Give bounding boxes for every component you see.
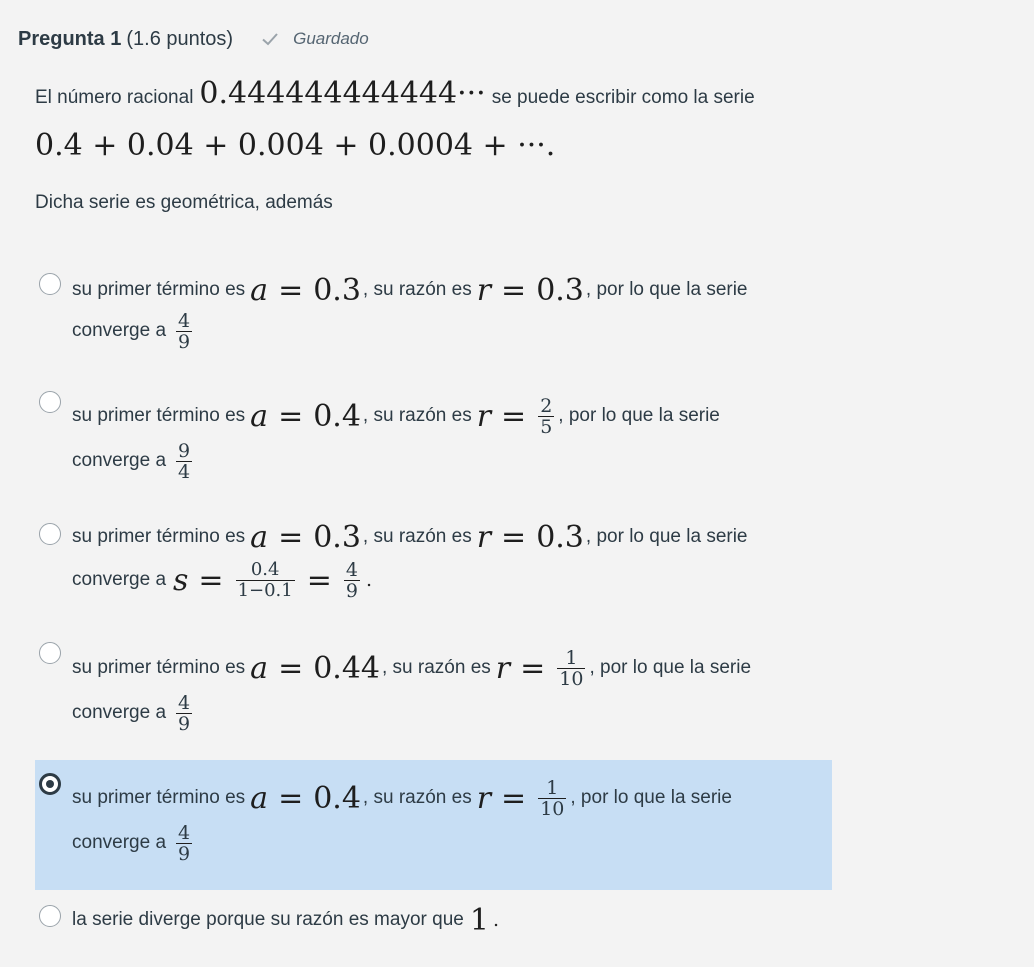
- math-fraction: $\frac{0.4}{1-0.1}$: [237, 558, 293, 601]
- option-text: su primer término es: [72, 657, 246, 678]
- math-fraction: $\frac{4}{9}$: [178, 691, 191, 735]
- option-text: su primer término es: [72, 405, 246, 426]
- option-text: la serie diverge porque su razón es mayor que: [72, 909, 464, 930]
- option-text: , su razón es: [362, 405, 472, 426]
- math-var: r: [476, 780, 492, 816]
- math-eq: =: [501, 272, 527, 308]
- math-var: a: [250, 650, 269, 686]
- stem-line-1: [35, 76, 755, 111]
- question-title: Pregunta 1: [18, 27, 122, 50]
- option-text: converge a: [72, 320, 167, 341]
- option-text: , su razón es: [362, 787, 472, 808]
- math-eq: =: [278, 780, 304, 816]
- answer-option-1[interactable]: [35, 262, 832, 362]
- math-value: 1: [469, 902, 489, 938]
- math-value: 0.4: [313, 398, 361, 434]
- stem-line-2: [35, 128, 555, 163]
- option-text: converge a: [72, 832, 167, 853]
- math-punct: .: [365, 569, 373, 591]
- math-var: a: [250, 272, 269, 308]
- option-text: , su razón es: [382, 657, 491, 678]
- math-eq: =: [501, 519, 527, 555]
- saved-status: [261, 29, 369, 49]
- math-eq: =: [501, 398, 527, 434]
- math-fraction: $\frac{1}{10}$: [559, 646, 584, 690]
- math-punct: .: [492, 909, 499, 931]
- stem-math-series: 0.4 + 0.04 + 0.004 + 0.0004 + ···.: [35, 128, 556, 163]
- answer-option-2[interactable]: [35, 388, 832, 488]
- math-eq: =: [520, 650, 546, 686]
- option-text: , por lo que la serie: [585, 279, 748, 300]
- math-eq: =: [278, 272, 304, 308]
- radio-button[interactable]: [39, 391, 61, 413]
- math-eq: =: [278, 519, 304, 555]
- math-value: 0.3: [536, 519, 584, 555]
- question-points: (1.6 puntos): [126, 27, 234, 50]
- math-fraction: $\frac{2}{5}$: [540, 394, 553, 438]
- math-eq: =: [501, 780, 527, 816]
- math-var: r: [476, 272, 492, 308]
- math-var: a: [250, 519, 269, 555]
- math-fraction: $\frac{1}{10}$: [540, 776, 565, 820]
- math-fraction: $\frac{4}{9}$: [178, 821, 191, 865]
- math-value: 0.44: [313, 650, 380, 686]
- option-text: su primer término es: [72, 279, 246, 300]
- option-text: , por lo que la serie: [585, 526, 748, 547]
- answer-option-3[interactable]: [35, 515, 832, 615]
- math-var: r: [476, 398, 492, 434]
- math-var: a: [250, 398, 269, 434]
- math-eq: =: [306, 562, 332, 598]
- option-text: converge a: [72, 569, 167, 590]
- option-text: , su razón es: [362, 279, 472, 300]
- option-text: , por lo que la serie: [589, 657, 752, 678]
- radio-button[interactable]: [39, 642, 61, 664]
- check-icon: [261, 30, 279, 48]
- stem-math-decimal: 0.444444444444···: [199, 76, 486, 111]
- math-eq: =: [278, 650, 304, 686]
- math-value: 0.3: [536, 272, 584, 308]
- option-text: su primer término es: [72, 787, 246, 808]
- radio-button[interactable]: [39, 523, 61, 545]
- math-eq: =: [278, 398, 304, 434]
- stem-text-b: se puede escribir como la serie: [491, 87, 755, 108]
- math-var: r: [476, 519, 492, 555]
- option-text: su primer término es: [72, 526, 246, 547]
- stem-line-3: [35, 192, 333, 214]
- radio-button[interactable]: [39, 273, 61, 295]
- math-fraction: $\frac{9}{4}$: [178, 439, 191, 483]
- stem-text-a: El número racional: [35, 87, 194, 108]
- question-header: [18, 24, 369, 54]
- option-text: converge a: [72, 450, 167, 471]
- math-var: r: [495, 650, 511, 686]
- math-fraction: $\frac{4}{9}$: [178, 309, 191, 353]
- math-var: a: [250, 780, 269, 816]
- option-text: , su razón es: [362, 526, 472, 547]
- radio-button[interactable]: [39, 905, 61, 927]
- math-fraction: $\frac{4}{9}$: [345, 558, 358, 602]
- math-value: 0.3: [313, 272, 361, 308]
- math-value: 0.3: [313, 519, 361, 555]
- option-text: , por lo que la serie: [558, 405, 720, 426]
- stem-text-c: Dicha serie es geométrica, además: [35, 192, 333, 213]
- radio-button-selected[interactable]: [39, 773, 61, 795]
- math-eq: =: [198, 562, 224, 598]
- option-text: , por lo que la serie: [570, 787, 732, 808]
- answer-option-5[interactable]: [35, 760, 832, 890]
- saved-label: Guardado: [293, 29, 369, 48]
- option-text: converge a: [72, 702, 167, 723]
- math-value: 0.4: [313, 780, 361, 816]
- answer-option-6[interactable]: [35, 900, 832, 944]
- answer-option-4[interactable]: [35, 640, 832, 740]
- math-var: s: [173, 562, 189, 598]
